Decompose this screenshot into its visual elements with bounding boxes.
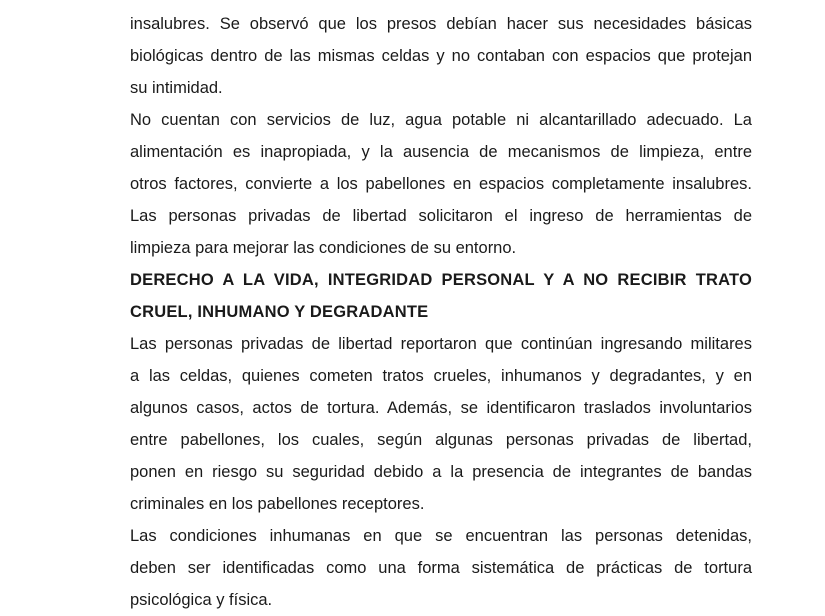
text-line: su intimidad.: [130, 79, 223, 97]
text-line: psicológica y física.: [130, 591, 273, 609]
text-line: otros factores, convierte a los pabellones en espacios completamente insalubres.: [130, 175, 752, 193]
paragraph-sanitation: [130, 8, 752, 104]
text-line: algunos casos, actos de tortura. Además, se identificaron traslados involuntarios: [130, 399, 752, 417]
text-line: deben ser identificadas como una forma sistemática de prácticas de tortura: [130, 559, 752, 577]
text-line: Las condiciones inhumanas en que se encuentran las personas detenidas,: [130, 527, 752, 545]
paragraph-cleaning-request: [130, 200, 752, 264]
document-page: [130, 8, 752, 616]
paragraph-inhumane-conditions: [130, 520, 752, 616]
text-line: alimentación es inapropiada, y la ausencia de mecanismos de limpieza, entre: [130, 143, 752, 161]
section-heading: [130, 264, 752, 328]
heading-line: DERECHO A LA VIDA, INTEGRIDAD PERSONAL Y A NO RECIBIR TRATO: [130, 271, 752, 289]
text-line: a las celdas, quienes cometen tratos crueles, inhumanos y degradantes, y en: [130, 367, 752, 385]
paragraph-services: [130, 104, 752, 200]
heading-line: CRUEL, INHUMANO Y DEGRADANTE: [130, 303, 429, 321]
text-line: Las personas privadas de libertad reportaron que continúan ingresando militares: [130, 335, 752, 353]
text-line: ponen en riesgo su seguridad debido a la presencia de integrantes de bandas: [130, 463, 752, 481]
text-line: Las personas privadas de libertad solicitaron el ingreso de herramientas de: [130, 207, 752, 225]
paragraph-military-abuse: [130, 328, 752, 520]
text-line: biológicas dentro de las mismas celdas y no contaban con espacios que protejan: [130, 47, 752, 65]
text-line: insalubres. Se observó que los presos debían hacer sus necesidades básicas: [130, 15, 752, 33]
text-line: limpieza para mejorar las condiciones de su entorno.: [130, 239, 517, 257]
text-line: No cuentan con servicios de luz, agua potable ni alcantarillado adecuado. La: [130, 111, 752, 129]
text-line: criminales en los pabellones receptores.: [130, 495, 425, 513]
text-line: entre pabellones, los cuales, según algunas personas privadas de libertad,: [130, 431, 752, 449]
